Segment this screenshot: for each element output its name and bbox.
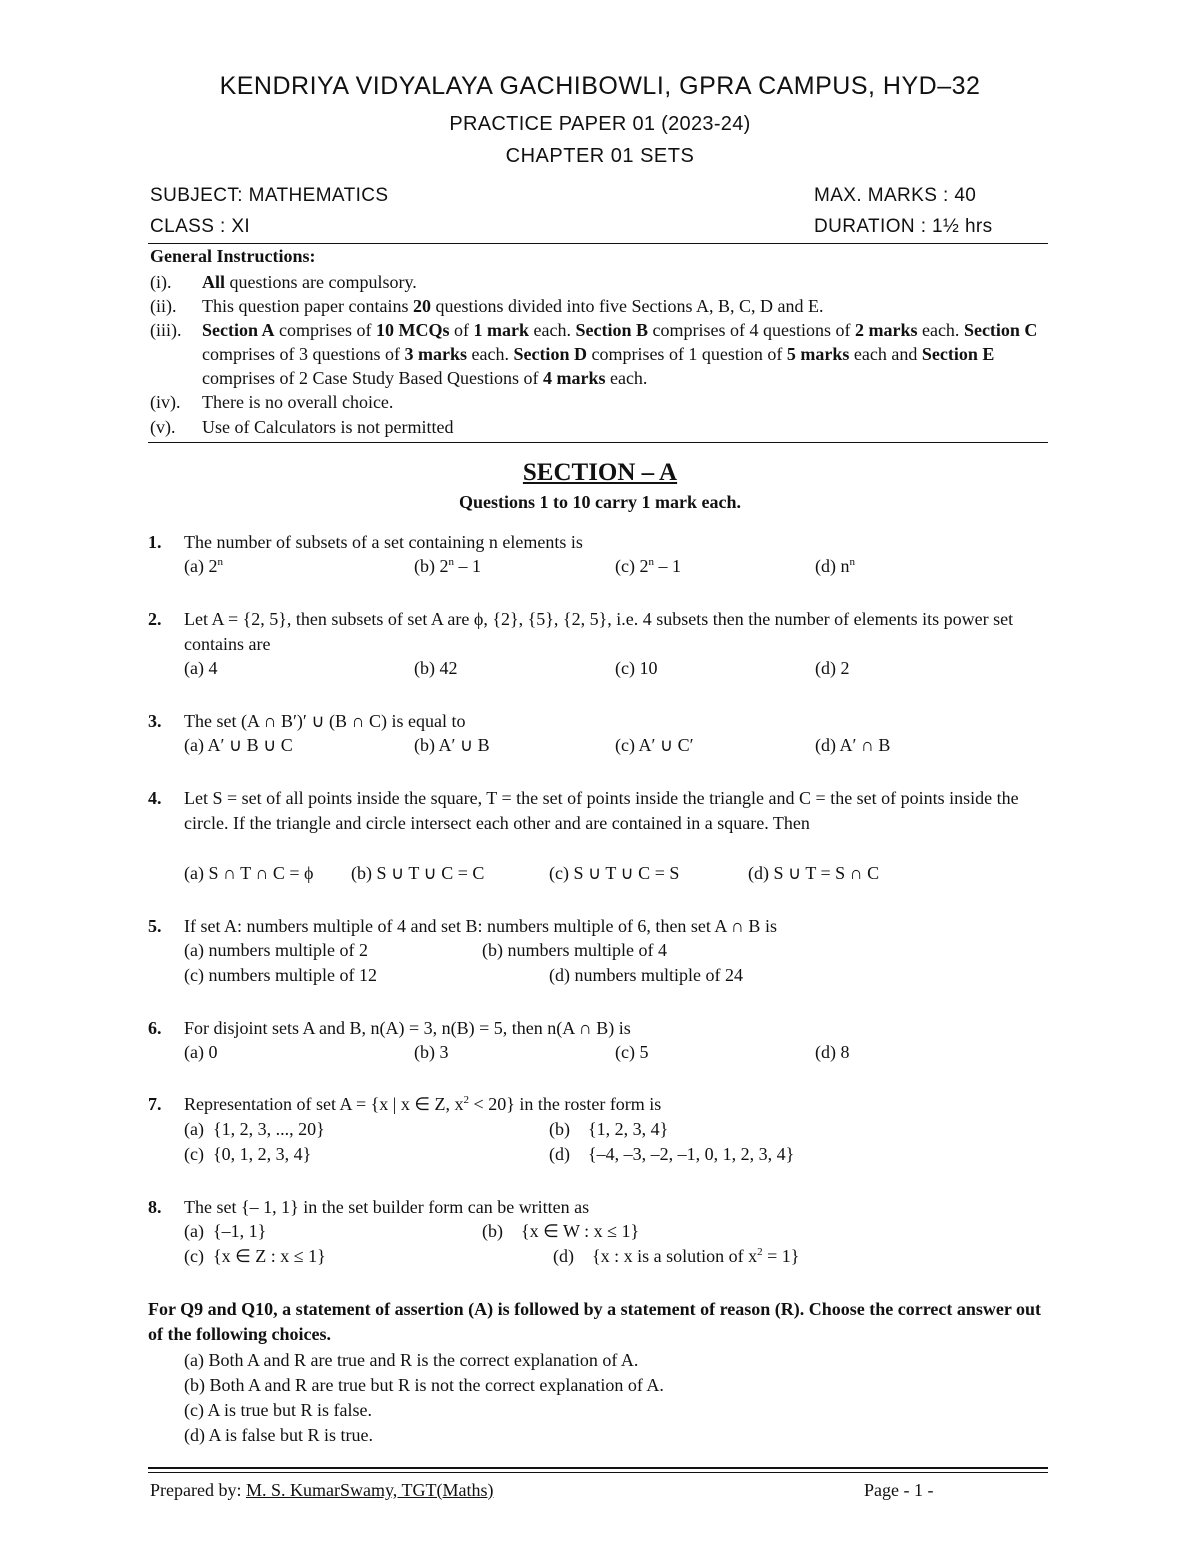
- ar-option-c: (c) A is true but R is false.: [184, 1400, 372, 1420]
- q2-option-c: (c) 10: [615, 658, 658, 678]
- instruction-number: (i).: [150, 272, 172, 292]
- instruction-text: This question paper contains 20 questions divided into five Sections A, B, C, D and E.: [202, 296, 824, 316]
- instructions-title: General Instructions:: [150, 246, 316, 266]
- page-number: Page - 1 -: [864, 1480, 934, 1500]
- question-text: If set A: numbers multiple of 4 and set B: numbers multiple of 6, then set A ∩ B is: [184, 916, 777, 936]
- instructions-list: [150, 270, 1050, 442]
- max-marks-label: MAX. MARKS : 40: [814, 185, 977, 206]
- q7-option-c: (c) {0, 1, 2, 3, 4}: [184, 1144, 312, 1164]
- section-subtitle: Questions 1 to 10 carry 1 mark each.: [459, 492, 741, 512]
- q7-option-d: (d) {–4, –3, –2, –1, 0, 1, 2, 3, 4}: [549, 1144, 795, 1164]
- q8-option-a: (a) {–1, 1}: [184, 1221, 267, 1241]
- instructions-divider: [148, 442, 1048, 443]
- q5-option-d: (d) numbers multiple of 24: [549, 965, 743, 985]
- q3-option-b: (b) A′ ∪ B: [414, 735, 490, 755]
- q5-option-b: (b) numbers multiple of 4: [482, 940, 667, 960]
- q2-option-b: (b) 42: [414, 658, 458, 678]
- instruction-number: (v).: [150, 417, 176, 437]
- question-number: 3.: [148, 711, 162, 731]
- duration-label: DURATION : 1½ hrs: [814, 216, 993, 237]
- question-number: 4.: [148, 788, 162, 808]
- author-name: M. S. KumarSwamy, TGT(Maths): [245, 1480, 494, 1500]
- q6-option-b: (b) 3: [414, 1042, 449, 1062]
- question-number: 7.: [148, 1094, 162, 1114]
- q1-option-b: (b) 2$^n$ – 1: [414, 556, 481, 576]
- instruction-number: (iii).: [150, 320, 182, 340]
- q3-option-a: (a) A′ ∪ B ∪ C: [184, 735, 293, 755]
- question-text: The number of subsets of a set containing n elements is: [184, 532, 583, 552]
- q8-option-c: (c) {x ∈ Z : x ≤ 1}: [184, 1246, 326, 1266]
- instruction-number: (ii).: [150, 296, 177, 316]
- instruction-text: Section A comprises of 10 MCQs of 1 mark each. Section B comprises of 4 questions of 2 marks each. Section C comprises of 3 questions of 3 marks each. Section D comprises of 1 question of 5 marks each and Section E comprises of 2 Case Study Based Questions of 4 marks each.: [202, 320, 1038, 388]
- section-title: SECTION – A: [522, 459, 678, 486]
- q1-option-d: (d) $n^n$: [815, 556, 855, 576]
- q6-option-c: (c) 5: [615, 1042, 649, 1062]
- question-number: 2.: [148, 609, 162, 629]
- question-text: The set {– 1, 1} in the set builder form can be written as: [184, 1197, 590, 1217]
- instruction-number: (iv).: [150, 392, 181, 412]
- prepared-by: Prepared by: M. S. KumarSwamy, TGT(Maths): [150, 1480, 494, 1500]
- instruction-text: Use of Calculators is not permitted: [202, 417, 454, 437]
- question-number: 1.: [148, 532, 162, 552]
- ar-option-d: (d) A is false but R is true.: [184, 1425, 373, 1445]
- chapter-title: CHAPTER 01 SETS: [505, 145, 695, 167]
- q2-option-d: (d) 2: [815, 658, 850, 678]
- instruction-text: There is no overall choice.: [202, 392, 394, 412]
- class-label: CLASS : XI: [150, 216, 251, 237]
- ar-option-b: (b) Both A and R are true but R is not the correct explanation of A.: [184, 1375, 664, 1395]
- q1-option-c: (c) 2$^n$ – 1: [615, 556, 681, 576]
- question-number: 6.: [148, 1018, 162, 1038]
- q2-option-a: (a) 4: [184, 658, 218, 678]
- school-name: KENDRIYA VIDYALAYA GACHIBOWLI, GPRA CAMPUS, HYD–32: [219, 72, 981, 100]
- q4-option-a: (a) S ∩ T ∩ C = ϕ: [184, 863, 314, 883]
- q4-option-c: (c) S ∪ T ∪ C = S: [549, 863, 680, 883]
- q4-option-b: (b) S ∪ T ∪ C = C: [351, 863, 485, 883]
- question-text: Representation of set A = {x | x ∈ Z, $x^2 < 20$} in the roster form is: [184, 1094, 662, 1114]
- paper-title: PRACTICE PAPER 01 (2023-24): [449, 113, 751, 135]
- q3-option-c: (c) A′ ∪ C′: [615, 735, 694, 755]
- q6-option-d: (d) 8: [815, 1042, 850, 1062]
- q6-option-a: (a) 0: [184, 1042, 218, 1062]
- question-number: 8.: [148, 1197, 162, 1217]
- header-divider: [148, 243, 1048, 244]
- q4-option-d: (d) S ∪ T = S ∩ C: [748, 863, 880, 883]
- q8-option-d: (d) {x : x is a solution of $x^2 = 1$}: [553, 1246, 800, 1266]
- question-text: Let S = set of all points inside the square, T = the set of points inside the triangle and C = the set of points inside the circle. If the triangle and circle intersect each other and are contained in a square. Then: [184, 788, 1019, 833]
- instruction-text: All questions are compulsory.: [202, 272, 417, 292]
- q5-option-c: (c) numbers multiple of 12: [184, 965, 377, 985]
- q5-option-a: (a) numbers multiple of 2: [184, 940, 368, 960]
- subject-label: SUBJECT: MATHEMATICS: [150, 185, 389, 206]
- footer-divider-top: [148, 1467, 1048, 1469]
- footer-divider-bottom: [148, 1472, 1048, 1473]
- question-number: 5.: [148, 916, 162, 936]
- assertion-reason-heading: For Q9 and Q10, a statement of assertion (A) is followed by a statement of reason (R). Choose the correct answer out of the following choices.: [148, 1299, 1042, 1344]
- q7-option-b: (b) {1, 2, 3, 4}: [549, 1119, 669, 1139]
- q8-option-b: (b) {x ∈ W : x ≤ 1}: [482, 1221, 640, 1241]
- q1-option-a: (a) 2$^n$: [184, 556, 223, 576]
- question-text: For disjoint sets A and B, n(A) = 3, n(B) = 5, then n(A ∩ B) is: [184, 1018, 631, 1038]
- ar-option-a: (a) Both A and R are true and R is the correct explanation of A.: [184, 1350, 639, 1370]
- q7-option-a: (a) {1, 2, 3, ..., 20}: [184, 1119, 325, 1139]
- q3-option-d: (d) A′ ∩ B: [815, 735, 891, 755]
- question-text: The set (A ∩ B′)′ ∪ (B ∩ C) is equal to: [184, 711, 466, 731]
- question-text: Let A = {2, 5}, then subsets of set A are ϕ, {2}, {5}, {2, 5}, i.e. 4 subsets then the number of elements its power set contains are: [184, 609, 1014, 654]
